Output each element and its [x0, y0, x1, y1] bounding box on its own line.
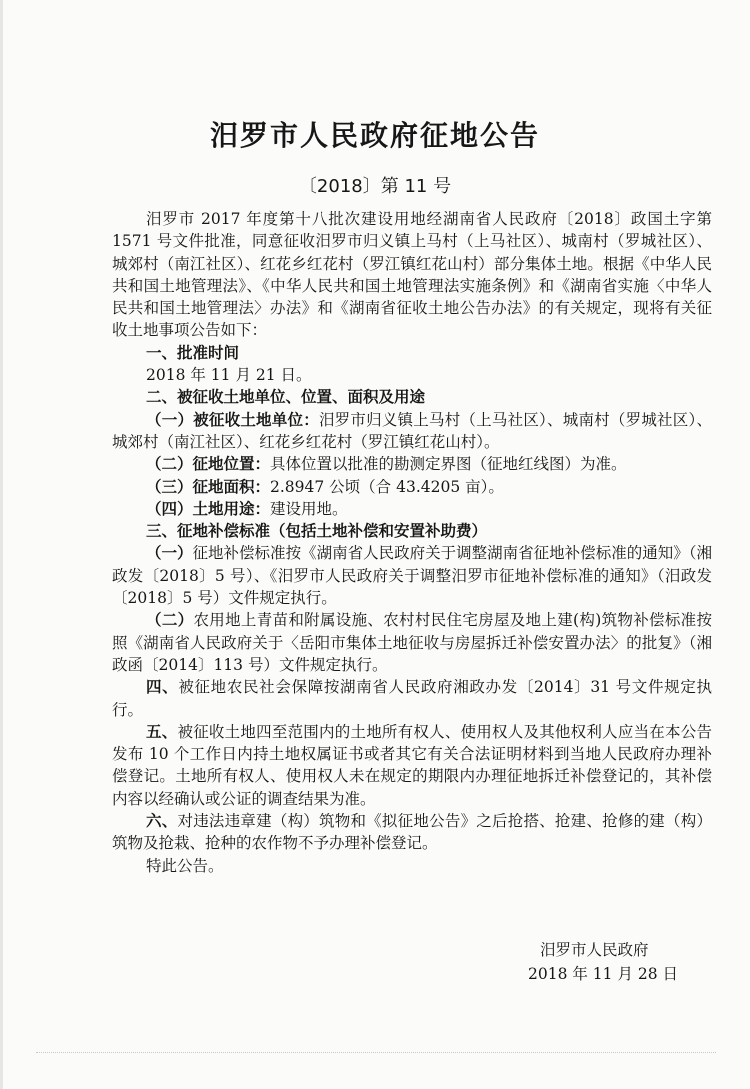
intro-paragraph: 汨罗市 2017 年度第十八批次建设用地经湖南省人民政府〔2018〕政国土字第 1571 号文件批准，同意征收汨罗市归义镇上马村（上马社区）、城南村（罗城社区）、城郊村（南江社区）、红花乡红花村（罗江镇红花山村）部分集体土地。根据《中华人民共和国土地管理法》、《中华人民共和国土地管理法实施条例》和《湖南省实施〈中华人民共和国土地管理法〉办法》和《湖南省征收土地公告办法》的有关规定，现将有关征收土地事项公告如下：	[112, 210, 712, 340]
section-4-text	[112, 676, 712, 721]
section-3-item-1-label: （一）	[146, 544, 193, 563]
section-6-label: 六、	[146, 812, 178, 831]
section-6-text	[112, 810, 712, 855]
document-number: 〔2018〕第 11 号	[298, 176, 452, 197]
section-3-item-1-text: 征地补偿标准按《湖南省人民政府关于调整湖南省征地补偿标准的通知》（湘政发〔2018〕5 号）、《汨罗市人民政府关于调整汨罗市征地补偿标准的通知》（汨政发〔2018〕5 号）文件规定执行。	[112, 544, 712, 608]
section-2-item-2	[112, 453, 712, 475]
page-edge	[0, 0, 3, 1089]
document-body	[112, 208, 712, 877]
section-2-item-4	[112, 498, 712, 520]
issuing-authority: 汨罗市人民政府	[540, 941, 649, 959]
section-5-text	[112, 721, 712, 810]
section-3-item-2-text: 农用地上青苗和附属设施、农村村民住宅房屋及地上建(构)筑物补偿标准按照《湖南省人民政府关于〈岳阳市集体土地征收与房屋拆迁补偿安置办法〉的批复》（湘政函〔2014〕113 号）文件规定执行。	[112, 611, 712, 674]
section-2-item-1-text: 汨罗市归义镇上马村（上马社区）、城南村（罗城社区）、城郊村（南江社区）、红花乡红花村（罗江镇红花山村）。	[112, 410, 712, 451]
section-5-label: 五、	[146, 722, 178, 741]
section-1-heading: 一、批准时间	[146, 343, 240, 362]
section-3-item-2	[112, 609, 712, 676]
scan-artifact-line	[36, 1052, 716, 1057]
section-2-item-1-label: （一）被征收土地单位：	[146, 410, 319, 429]
section-4-label: 四、	[146, 678, 179, 697]
section-2-item-4-text: 建设用地。	[270, 499, 348, 518]
section-2-heading: 二、被征收土地单位、位置、面积及用途	[146, 388, 426, 407]
section-2-item-1	[112, 409, 712, 454]
section-2-item-2-label: （二）征地位置：	[146, 455, 271, 474]
section-2-item-2-text: 具体位置以批准的勘测定界图（征地红线图）为准。	[270, 455, 627, 474]
section-2-item-3	[112, 476, 712, 498]
section-1-text: 2018 年 11 月 21 日。	[146, 366, 312, 385]
section-3-item-2-label: （二）	[146, 611, 194, 630]
section-3-heading: 三、征地补偿标准（包括土地补偿和安置补助费）	[146, 522, 488, 541]
closing-text: 特此公告。	[146, 856, 224, 875]
section-4-body: 被征地农民社会保障按湖南省人民政府湘政办发〔2014〕31 号文件规定执行。	[112, 678, 712, 719]
section-2-item-3-text: 2.8947 公顷（合 43.4205 亩）。	[270, 477, 504, 496]
document-title: 汨罗市人民政府征地公告	[209, 119, 540, 152]
section-2-item-4-label: （四）土地用途：	[146, 499, 271, 518]
signature-block	[528, 938, 678, 986]
issue-date: 2018 年 11 月 28 日	[528, 965, 679, 983]
section-6-body: 对违法违章建（构）筑物和《拟征地公告》之后抢搭、抢建、抢修的建（构）筑物及抢栽、抢种的农作物不予办理补偿登记。	[112, 812, 712, 853]
section-3-item-1	[112, 542, 712, 609]
section-2-item-3-label: （三）征地面积：	[146, 477, 271, 496]
section-5-body: 被征收土地四至范围内的土地所有权人、使用权人及其他权利人应当在本公告发布 10 个工作日内持土地权属证书或者其它有关合法证明材料到当地人民政府办理补偿登记。土地所有权人、使用权人未在规定的期限内办理征地拆迁补偿登记的，其补偿内容以经确认或公证的调查结果为准。	[112, 722, 712, 808]
